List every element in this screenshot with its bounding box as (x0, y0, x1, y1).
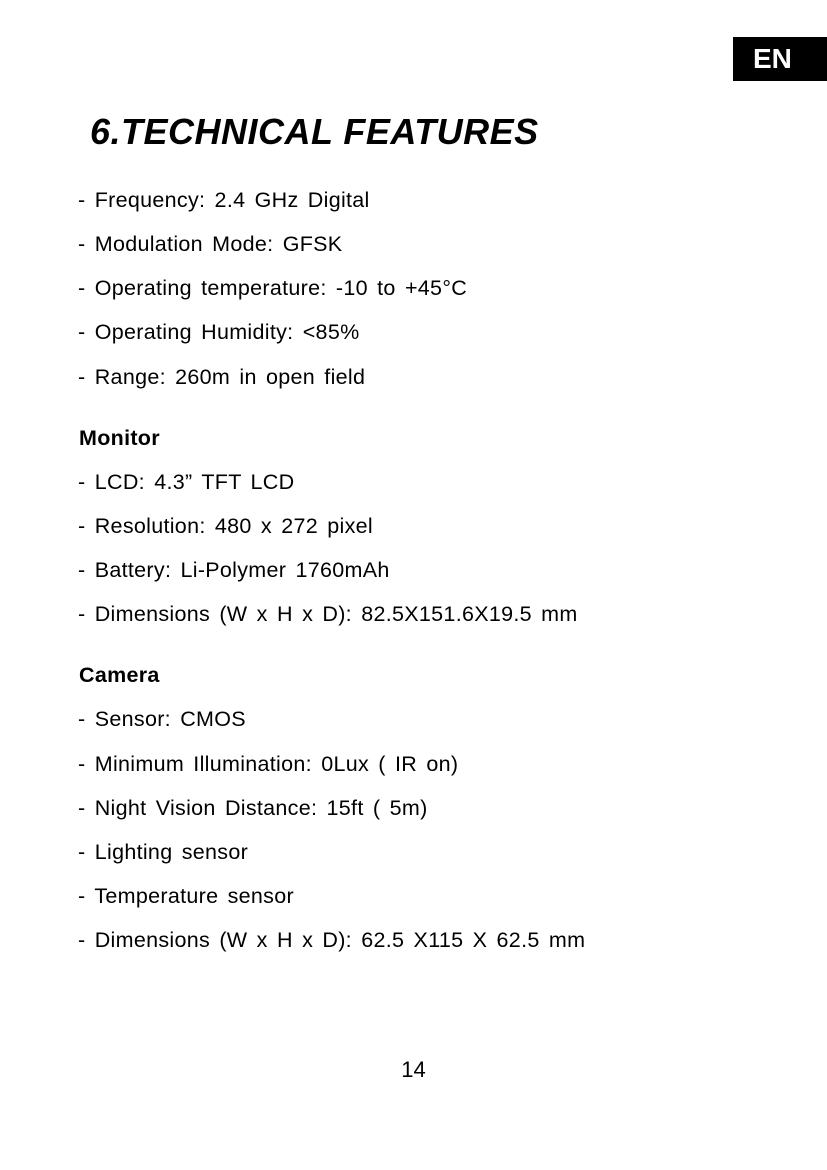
page-title: 6.TECHNICAL FEATURES (90, 111, 539, 152)
spec-modulation: - Modulation Mode: GFSK (78, 232, 343, 256)
monitor-spec-lcd: - LCD: 4.3” TFT LCD (78, 470, 295, 494)
spec-range: - Range: 260m in open field (78, 365, 366, 389)
camera-spec-dimensions: - Dimensions (W x H x D): 62.5 X115 X 62.5 mm (78, 928, 586, 952)
spec-frequency: - Frequency: 2.4 GHz Digital (78, 188, 370, 212)
spec-operating-humidity: - Operating Humidity: <85% (78, 320, 360, 344)
spec-operating-temperature: - Operating temperature: -10 to +45°C (78, 276, 468, 300)
language-badge: EN (733, 37, 827, 81)
camera-heading: Camera (79, 663, 160, 687)
camera-spec-temperature-sensor: - Temperature sensor (78, 884, 294, 908)
camera-spec-minimum-illumination: - Minimum Illumination: 0Lux ( IR on) (78, 752, 459, 776)
page-number: 14 (401, 1057, 426, 1082)
monitor-spec-resolution: - Resolution: 480 x 272 pixel (78, 514, 374, 538)
camera-spec-night-vision: - Night Vision Distance: 15ft ( 5m) (78, 796, 428, 820)
camera-spec-lighting-sensor: - Lighting sensor (78, 840, 249, 864)
monitor-spec-battery: - Battery: Li-Polymer 1760mAh (78, 558, 390, 582)
monitor-spec-dimensions: - Dimensions (W x H x D): 82.5X151.6X19.5 mm (78, 602, 578, 626)
monitor-heading: Monitor (79, 426, 160, 450)
camera-spec-sensor: - Sensor: CMOS (78, 707, 246, 731)
